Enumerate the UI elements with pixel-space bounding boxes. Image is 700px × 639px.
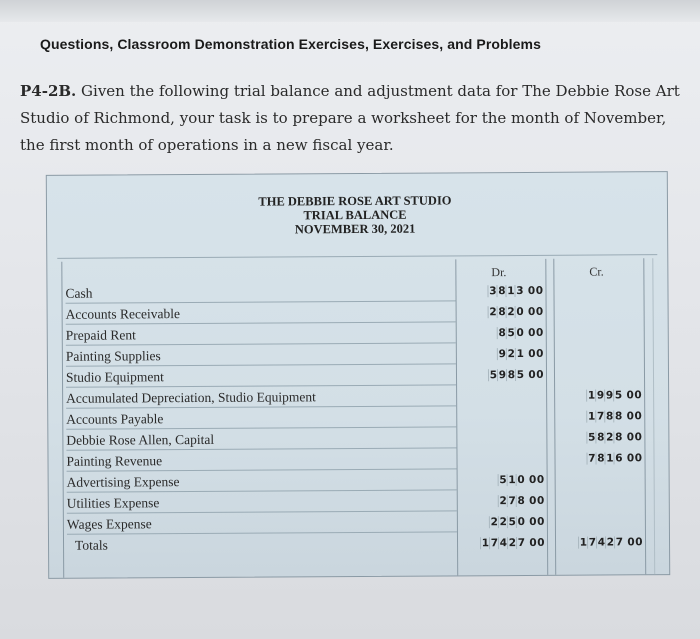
section-header: Questions, Classroom Demonstration Exercises, Exercises, and Problems [40, 36, 541, 52]
amount-digit: 2 [507, 305, 515, 318]
statement-heading [205, 193, 505, 237]
amount-digit: 2 [507, 347, 515, 360]
credit-amount [553, 279, 641, 301]
right-rule [652, 258, 655, 574]
amount-digit: 1 [606, 451, 614, 464]
amount-digit: 7 [596, 409, 605, 423]
amount-digit: 2 [508, 536, 517, 549]
debit-column [455, 280, 545, 554]
amount-cents: 00 [528, 368, 545, 381]
amount-digit: 3 [516, 284, 524, 297]
amount-cents: 00 [626, 388, 643, 401]
amount-digit: 7 [508, 494, 516, 507]
amount-cents: 00 [627, 535, 644, 548]
totals-label: Totals [74, 537, 108, 553]
account-name: Advertising Expense [67, 469, 457, 492]
credit-amount [554, 363, 642, 385]
amount-digit: 8 [614, 409, 623, 422]
amount-digit: 2 [606, 535, 615, 548]
amount-cents: 00 [528, 473, 545, 486]
debit-header: Dr. [491, 265, 507, 280]
account-name: Accounts Receivable [66, 301, 456, 324]
debit-amount [457, 532, 545, 554]
account-name: Accounts Payable [66, 406, 456, 429]
amount-digit: 5 [508, 515, 516, 528]
amount-digit: 2 [489, 305, 497, 318]
amount-cents: 00 [529, 536, 546, 549]
dr-right-rule [545, 259, 548, 575]
amount-digit: 8 [498, 305, 506, 318]
debit-amount [456, 343, 544, 365]
browser-top-strip [0, 0, 700, 22]
amount-digit: 0 [517, 473, 525, 486]
amount-digit: 8 [597, 451, 605, 465]
problem-number: P4-2B. [20, 82, 77, 100]
amount-digit: 8 [498, 284, 506, 297]
debit-amount [456, 406, 544, 428]
amount-digit: 5 [507, 326, 515, 339]
amount-digit: 8 [597, 430, 605, 444]
credit-amount [554, 426, 642, 448]
statement-title: TRIAL BALANCE [303, 207, 407, 223]
credit-column [553, 279, 643, 553]
debit-amount [456, 322, 544, 344]
credit-amount [554, 321, 642, 343]
trial-balance-sheet [46, 171, 670, 579]
amount-digit: 0 [516, 326, 524, 339]
amount-digit: 2 [499, 494, 507, 507]
credit-amount [554, 300, 642, 322]
problem-text: Given the following trial balance and adjustment data for The Debbie Rose Art Studio of Richmond, your task is to prepare a worksheet for the month of November, the first month of operations in a new fiscal year. [20, 82, 680, 154]
account-name: Utilities Expense [67, 490, 457, 513]
amount-digit: 5 [588, 431, 596, 444]
amount-digit: 1 [508, 473, 516, 486]
amount-digit: 3 [489, 284, 497, 297]
debit-amount [457, 490, 545, 512]
amount-digit: 4 [597, 535, 606, 549]
account-name: Cash [65, 280, 455, 303]
amount-cents: 00 [626, 430, 643, 443]
account-name: Wages Expense [67, 511, 457, 534]
account-name: Debbie Rose Allen, Capital [66, 427, 456, 450]
account-name: Prepaid Rent [66, 322, 456, 345]
amount-digit: 5 [489, 368, 498, 381]
amount-cents: 00 [528, 326, 544, 339]
credit-header: Cr. [589, 264, 604, 279]
amount-digit: 8 [517, 494, 525, 507]
cr-right-rule [643, 258, 646, 574]
amount-digit: 0 [516, 305, 524, 318]
amount-digit: 7 [490, 536, 499, 549]
amount-digit: 7 [588, 536, 597, 549]
amount-digit: 9 [498, 368, 507, 381]
amount-digit: 9 [596, 388, 605, 402]
amount-cents: 00 [626, 451, 643, 464]
amount-cents: 00 [527, 305, 544, 318]
amount-digit: 6 [615, 451, 623, 464]
amount-digit: 7 [588, 452, 596, 465]
amount-digit: 1 [587, 389, 596, 402]
amount-digit: 8 [507, 368, 516, 381]
amount-cents: 00 [529, 494, 545, 507]
amount-digit: 5 [614, 388, 623, 401]
amount-cents: 00 [527, 284, 544, 297]
credit-amount [555, 510, 643, 532]
debit-amount [456, 448, 544, 470]
amount-digit: 5 [499, 473, 507, 486]
credit-amount [554, 384, 642, 406]
amount-digit: 8 [498, 326, 506, 339]
amount-digit: 8 [605, 409, 614, 422]
amount-digit: 7 [615, 535, 624, 548]
amount-cents: 00 [528, 347, 544, 360]
credit-amount [554, 405, 642, 427]
debit-amount [456, 364, 544, 386]
amount-digit: 7 [517, 536, 526, 549]
credit-amount [555, 468, 643, 490]
amount-digit: 1 [516, 347, 524, 360]
amount-digit: 2 [499, 515, 507, 528]
debit-amount [455, 280, 543, 302]
problem-statement [20, 78, 690, 159]
credit-amount [555, 531, 643, 553]
credit-amount [554, 447, 642, 469]
amount-digit: 4 [499, 536, 508, 549]
amount-digit: 8 [615, 430, 623, 443]
amount-digit: 1 [579, 536, 588, 549]
credit-amount [555, 489, 643, 511]
debit-amount [457, 469, 545, 491]
amount-digit: 2 [490, 515, 498, 528]
amount-cents: 00 [626, 409, 643, 422]
amount-digit: 1 [507, 284, 515, 297]
account-list [65, 280, 457, 555]
credit-amount [554, 342, 642, 364]
amount-digit: 9 [605, 388, 614, 401]
amount-digit: 2 [606, 430, 614, 443]
account-name: Studio Equipment [66, 364, 456, 387]
debit-amount [456, 385, 544, 407]
amount-digit: 1 [481, 536, 490, 549]
amount-digit: 1 [587, 410, 596, 423]
debit-amount [456, 301, 544, 323]
account-name: Painting Supplies [66, 343, 456, 366]
debit-amount [457, 511, 545, 533]
statement-date: NOVEMBER 30, 2021 [294, 221, 416, 237]
account-name: Accumulated Depreciation, Studio Equipment [66, 385, 456, 408]
amount-digit: 5 [516, 368, 525, 381]
header-rule [57, 254, 657, 259]
amount-cents: 00 [529, 515, 545, 528]
debit-amount [456, 427, 544, 449]
left-rule [61, 262, 64, 578]
amount-digit: 0 [517, 515, 525, 528]
account-name: Painting Revenue [66, 448, 456, 471]
amount-digit: 9 [498, 347, 506, 360]
company-name: THE DEBBIE ROSE ART STUDIO [258, 193, 452, 209]
